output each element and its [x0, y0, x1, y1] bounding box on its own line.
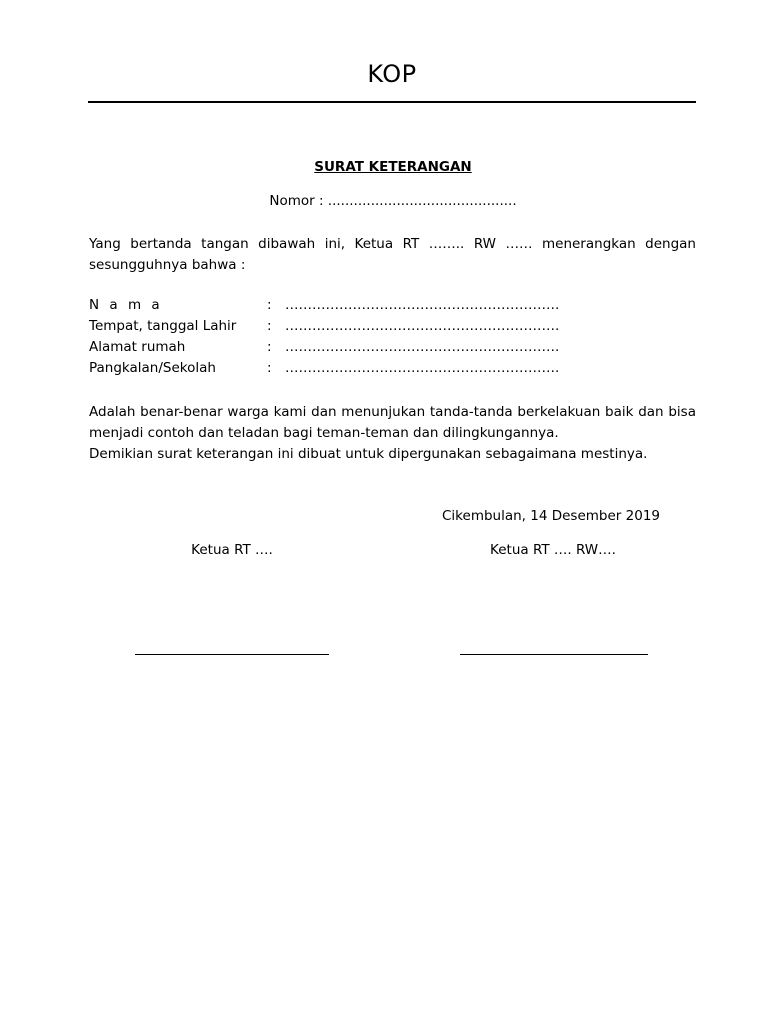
field-value-tempat-tanggal-lahir: …………………………………………………….	[285, 318, 560, 334]
letter-number: Nomor : ............................................	[269, 193, 517, 209]
field-value-pangkalan-sekolah: …………………………………………………….	[285, 360, 560, 376]
field-colon: :	[267, 339, 272, 355]
field-value-nama: …………………………………………………….	[285, 297, 560, 313]
signature-line-rt	[135, 654, 329, 655]
signature-line-rt-rw	[460, 654, 648, 655]
body-paragraph	[89, 402, 696, 465]
field-row-alamat-rumah	[89, 339, 696, 360]
identity-fields	[89, 297, 696, 381]
field-label-nama: N a m a	[89, 297, 163, 313]
field-label-alamat-rumah: Alamat rumah	[89, 339, 186, 355]
field-colon: :	[267, 360, 272, 376]
field-label-tempat-tanggal-lahir: Tempat, tanggal Lahir	[89, 318, 237, 334]
signature-title-rt: Ketua RT ….	[191, 542, 273, 558]
field-colon: :	[267, 318, 272, 334]
field-row-pangkalan-sekolah	[89, 360, 696, 381]
field-value-alamat-rumah: …………………………………………………….	[285, 339, 560, 355]
body-line-statement: Adalah benar-benar warga kami dan menunjukan tanda-tanda berkelakuan baik dan bisa menjadi contoh dan teladan bagi teman-teman dan dilingkungannya.	[89, 404, 696, 441]
opening-paragraph: Yang bertanda tangan dibawah ini, Ketua RT …….. RW …… menerangkan dengan sesungguhnya bahwa :	[89, 236, 696, 273]
body-line-closing: Demikian surat keterangan ini dibuat untuk dipergunakan sebagaimana mestinya.	[89, 446, 648, 462]
letterhead-rule	[88, 101, 696, 103]
signature-title-rt-rw: Ketua RT …. RW….	[490, 542, 616, 558]
field-row-nama	[89, 297, 696, 318]
letter-title: SURAT KETERANGAN	[314, 159, 472, 175]
field-label-pangkalan-sekolah: Pangkalan/Sekolah	[89, 360, 216, 376]
field-colon: :	[267, 297, 272, 313]
place-date: Cikembulan, 14 Desember 2019	[442, 508, 660, 524]
field-row-tempat-tanggal-lahir	[89, 318, 696, 339]
letterhead-kop: KOP	[367, 60, 417, 88]
